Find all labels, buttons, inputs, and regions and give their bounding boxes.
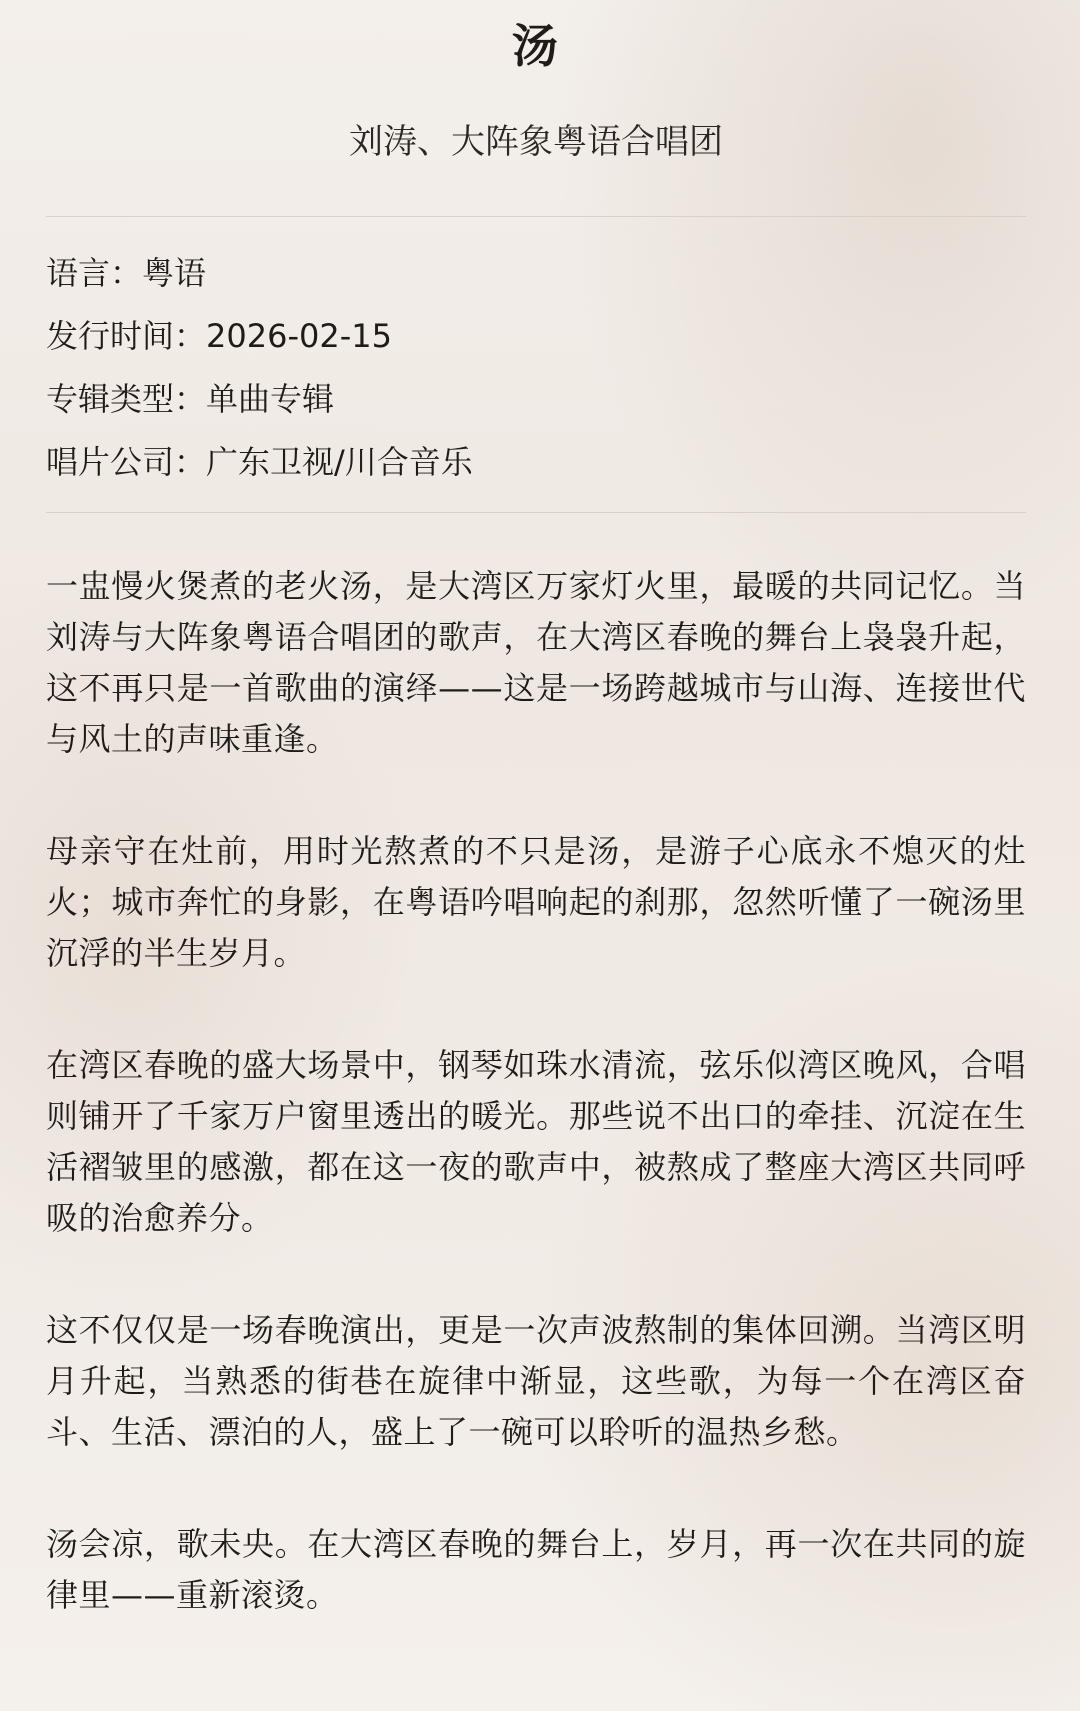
description-paragraph: 在湾区春晚的盛大场景中，钢琴如珠水清流，弦乐似湾区晚风，合唱则铺开了千家万户窗里透出的暖光。那些说不出口的牵挂、沉淀在生活褶皱里的感激，都在这一夜的歌声中，被熬成了整座大湾区共同呼吸的治愈养分。 (46, 1046, 1026, 1237)
record-label-info: 唱片公司：广东卫视/川合音乐 (46, 443, 473, 481)
description-paragraph: 母亲守在灶前，用时光熬煮的不只是汤，是游子心底永不熄灭的灶火；城市奔忙的身影，在粤语吟唱响起的刹那，忽然听懂了一碗汤里沉浮的半生岁月。 (46, 832, 1026, 972)
release-date-info: 发行时间：2026-02-15 (46, 317, 392, 355)
language-info: 语言：粤语 (46, 254, 207, 292)
description-paragraph: 汤会凉，歌未央。在大湾区春晚的舞台上，岁月，再一次在共同的旋律里——重新滚烫。 (46, 1525, 1026, 1614)
description-paragraph: 一盅慢火煲煮的老火汤，是大湾区万家灯火里，最暖的共同记忆。当刘涛与大阵象粤语合唱团的歌声，在大湾区春晚的舞台上袅袅升起，这不再只是一首歌曲的演绎——这是一场跨越城市与山海、连接世代与风土的声味重逢。 (46, 567, 1026, 758)
description-paragraph: 这不仅仅是一场春晚演出，更是一次声波熬制的集体回溯。当湾区明月升起，当熟悉的街巷在旋律中渐显，这些歌，为每一个在湾区奋斗、生活、漂泊的人，盛上了一碗可以聆听的温热乡愁。 (46, 1311, 1026, 1451)
album-type-info: 专辑类型：单曲专辑 (46, 380, 335, 418)
song-description (46, 513, 1026, 1621)
song-info-section (46, 217, 1026, 512)
song-artists[interactable]: 刘涛、大阵象粤语合唱团 (349, 122, 723, 162)
song-title: 汤 (512, 19, 560, 73)
